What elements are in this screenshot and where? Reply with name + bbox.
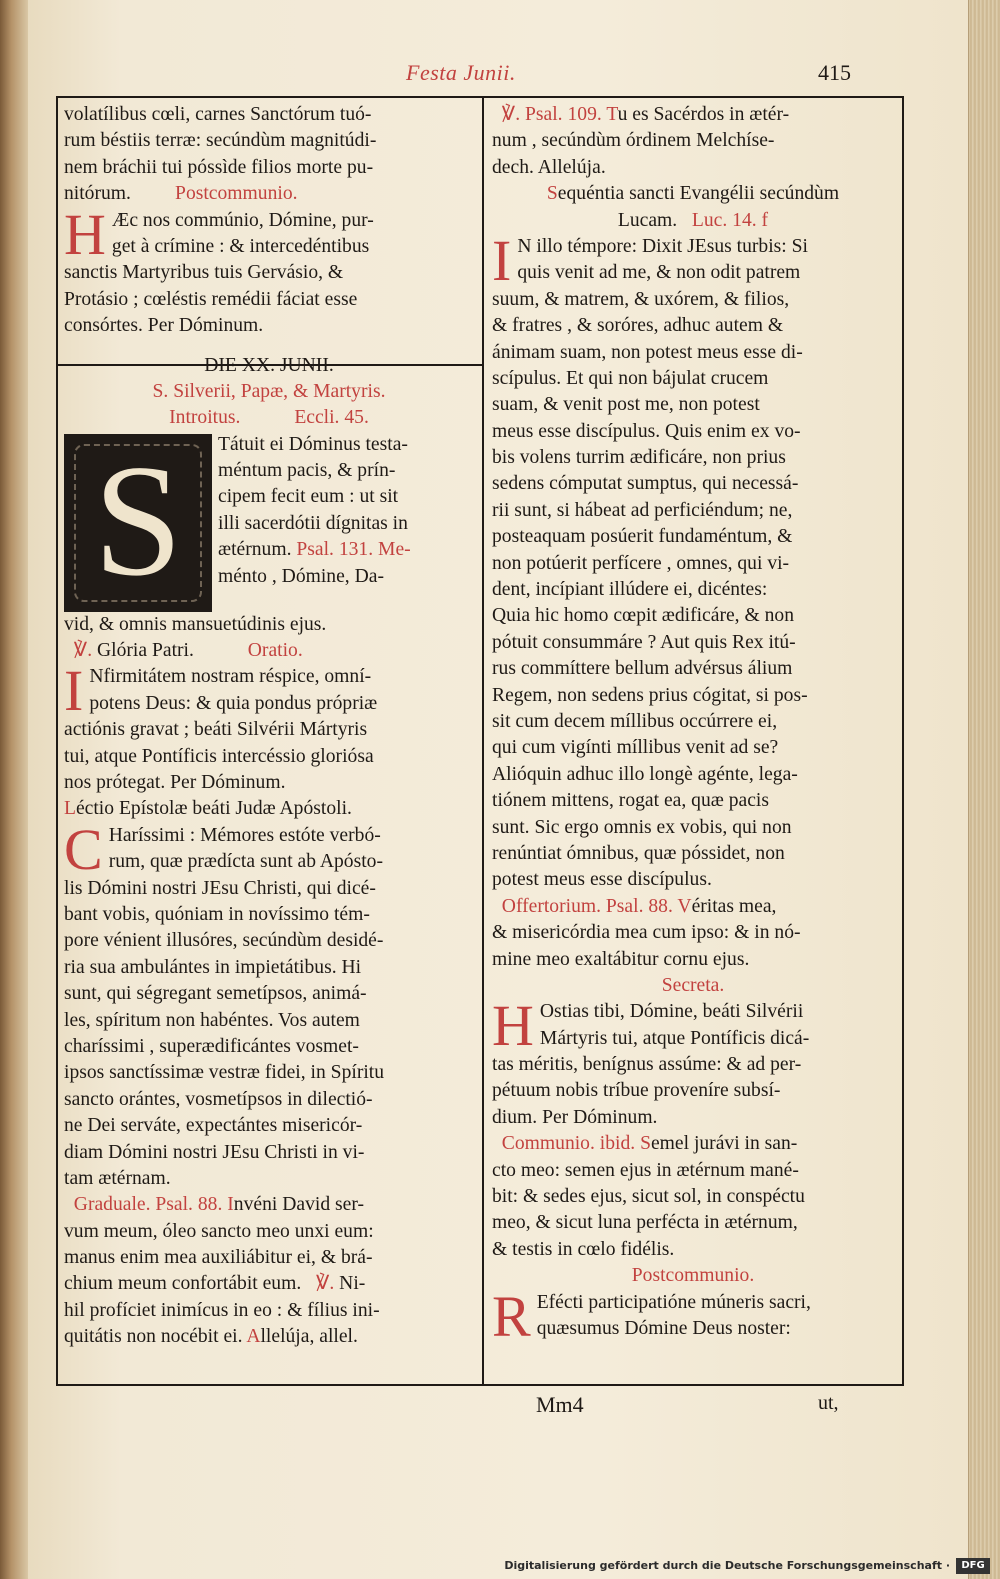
running-head <box>28 60 968 94</box>
drop-capital: C <box>64 816 103 882</box>
text-run: éctio Epístolæ beáti Judæ Apóstoli. <box>75 798 352 820</box>
text-run: éritas mea, <box>691 895 777 917</box>
text-line: get à crímine : & intercedéntibus <box>111 235 370 257</box>
text-run: Ni- <box>339 1273 366 1295</box>
text-line: Regem, non sedens prius cógitat, si pos- <box>492 684 808 706</box>
text-line: scípulus. Et qui non bájulat crucem <box>492 367 769 389</box>
text-line: Mártyris tui, atque Pontíficis dicá- <box>539 1027 810 1049</box>
text-line: Ostias tibi, Dómine, beáti Silvérii <box>539 1001 804 1023</box>
rubric-psalm: Psal. 109. <box>525 104 602 125</box>
book-page <box>28 0 968 1579</box>
text-line: hil profíciet inimícus in eo : & fílius ini- <box>64 1299 380 1321</box>
digitization-footer <box>0 1554 1000 1579</box>
text-line: rus commíttere bellum advérsus álium <box>492 658 793 680</box>
text-run: quitátis non nocébit ei. <box>64 1326 243 1348</box>
text-line: Alióquin adhuc illo longè agénte, lega- <box>492 763 798 785</box>
funding-credit: Digitalisierung gefördert durch die Deutsche Forschungsgemeinschaft · <box>504 1559 950 1572</box>
signature-mark: Mm4 <box>536 1392 584 1417</box>
text-line: rum, quæ prædícta sunt ab Apósto- <box>108 851 383 873</box>
text-line: manus enim mea auxiliábitur ei, & brá- <box>64 1247 373 1269</box>
text-line: Haríssimi : Mémores estóte verbó- <box>108 824 381 846</box>
text-line: vid, & omnis mansuetúdinis ejus. <box>64 613 327 635</box>
rubric-postcommunio: Postcommunio. <box>175 183 298 205</box>
sequentia-ref <box>492 208 894 234</box>
text-line: cipem fecit eum : ut sit <box>218 486 399 508</box>
rubric-secreta: Secreta. <box>661 974 725 996</box>
text-line <box>64 181 474 207</box>
versicle-sign: ℣. <box>501 104 521 125</box>
text-run: Glória Patri. <box>97 640 194 662</box>
text-line: Eféсti participatióne múneris sacri, <box>536 1291 811 1313</box>
text-line: vum meum, óleo sancto meo unxi eum: <box>64 1220 374 1242</box>
rubric-gospel-ref: Luc. 14. f <box>691 209 769 231</box>
text-line: & testis in cœlo fidélis. <box>492 1238 675 1260</box>
text-line: ria sua ambulántes in impietátibus. Hi <box>64 956 362 978</box>
text-line: sancto orántes, vosmetípsos in dilectió- <box>64 1088 373 1110</box>
text-line: bit: & sedes ejus, sicut sol, in conspéctu <box>492 1186 805 1208</box>
text-line: tam ætérnam. <box>64 1167 171 1189</box>
rubric-graduale: Graduale. Psal. 88. <box>73 1194 223 1216</box>
text-line <box>64 1324 474 1350</box>
text-line: suum, & matrem, & uxórem, & filios, <box>492 288 790 310</box>
introit-block <box>64 432 474 612</box>
text-line: volatílibus cœli, carnes Sanctórum tuó- <box>64 104 372 125</box>
text-run: nvéni David ser- <box>233 1194 364 1216</box>
rubric-offertorium: Offertorium. Psal. 88. <box>501 895 673 917</box>
psalm-line <box>492 102 894 128</box>
rubric-psalm: Psal. 131. Me- <box>296 539 411 561</box>
text-line: meo, & sicut luna perfécta in ætérnum, <box>492 1212 798 1234</box>
text-run: equéntia sancti Evangélii secúndùm <box>557 183 840 205</box>
text-run: Lucam. <box>617 209 678 231</box>
text-line: potest meus esse discípulus. <box>492 869 712 891</box>
text-line: sedens cómputat sumptus, qui necessá- <box>492 473 799 495</box>
text-line: num , secúndùm órdinem Melchíse- <box>492 130 775 152</box>
text-line: tiónem mittens, rogat ea, quæ pacis <box>492 790 769 812</box>
drop-capital: I <box>492 227 512 293</box>
text-line: méntum pacis, & prín- <box>218 460 396 482</box>
text-line: sit cum decem míllibus occúrrere ei, <box>492 710 778 732</box>
rubric-oratio: Oratio. <box>247 640 303 662</box>
rubric-initial: S <box>640 1133 651 1155</box>
postcommunio-block <box>492 1283 894 1349</box>
gospel-block <box>492 227 894 894</box>
book-gutter <box>0 0 28 1579</box>
text-run: nitórum. <box>64 183 131 205</box>
lectio-block <box>64 816 474 1192</box>
text-line: illi sacerdótii dígnitas in <box>218 512 408 534</box>
text-line: Æc nos commúnio, Dómine, pur- <box>111 209 374 231</box>
text-line: non potúerit perfícere , omnes, qui vi- <box>492 552 790 574</box>
postcommunio-block <box>64 201 474 340</box>
text-line: qui cum vigínti míllibus venit ad se? <box>492 737 779 759</box>
text-line: bis volens turrim ædificáre, non prius <box>492 447 786 469</box>
oratio-block <box>64 658 474 796</box>
text-line: rii sunt, si hábeat ad perficiéndum; ne, <box>492 499 793 521</box>
rubric-introitus: Introitus. <box>169 407 241 429</box>
drop-capital: H <box>492 993 534 1059</box>
rubric-initial: L <box>64 798 76 820</box>
text-run: u es Sacérdos in ætér- <box>617 104 790 125</box>
text-line: lis Dómini nostri JEsu Christi, qui dicé- <box>64 877 376 899</box>
text-run: ætérnum. <box>218 539 292 561</box>
rubric-initial: S <box>546 183 558 205</box>
offertorium-line <box>492 894 894 920</box>
text-line: quæsumus Dómine Deus noster: <box>536 1317 791 1339</box>
text-run: emel jurávi in san- <box>650 1133 798 1155</box>
text-line: sanctis Martyribus tuis Gervásio, & <box>64 262 344 284</box>
drop-capital: H <box>64 201 106 267</box>
feast-saint: S. Silverii, Papæ, & Martyris. <box>152 380 386 402</box>
left-column <box>64 102 474 1351</box>
text-line: nem bráchii tui póssìde filios morte pu- <box>64 156 374 178</box>
text-line: posteaquam posúerit fundaméntum, & <box>492 526 793 548</box>
text-line: les, spíritum non habéntes. Vos autem <box>64 1009 360 1031</box>
text-line: pore vénient illusóres, secúndùm desidé- <box>64 930 384 952</box>
drop-capital: I <box>64 658 84 724</box>
rubric-postcommunio: Postcommunio. <box>631 1265 755 1287</box>
text-run: llelúja, allel. <box>260 1326 358 1348</box>
text-line: sunt. Sic ergo omnis ex vobis, qui non <box>492 816 792 838</box>
text-line: bant vobis, quóniam in novíssimo tém- <box>64 903 370 925</box>
secreta-block <box>492 993 894 1131</box>
drop-capital: R <box>492 1283 531 1349</box>
text-line: rum béstiis terræ: secúndùm magnitúdi- <box>64 130 377 152</box>
text-frame <box>56 96 904 1386</box>
text-line <box>218 537 474 563</box>
rubric-initial: V <box>677 895 692 917</box>
text-line: pétuum nobis tríbue proveníre subsí- <box>492 1080 781 1102</box>
text-line: potens Deus: & quia pondus própriæ <box>89 692 378 714</box>
lectio-heading <box>64 796 474 822</box>
text-line: dech. Allelúja. <box>492 156 606 178</box>
rubric-introitus-ref: Eccli. 45. <box>294 407 369 429</box>
text-line: & fratres , & soróres, adhuc autem & <box>492 315 784 337</box>
text-line: renúntiat ómnibus, quæ póssidet, non <box>492 842 785 864</box>
text-line: meus esse discípulus. Quis enim ex vo- <box>492 420 801 442</box>
text-line: sunt, qui ségregant semetípsos, animá- <box>64 983 367 1005</box>
sequentia-heading <box>492 181 894 207</box>
running-head-title: Festa Junii. <box>406 60 516 85</box>
column-divider <box>482 98 484 1384</box>
text-line: nos prótegat. Per Dóminum. <box>64 772 286 794</box>
text-line: ánimam suam, non potest meus esse di- <box>492 341 803 363</box>
graduale-line <box>64 1192 474 1218</box>
text-line: tas méritis, benígnus assúme: & ad per- <box>492 1054 802 1076</box>
text-line: diam Dómini nostri JEsu Christi in vi- <box>64 1141 365 1163</box>
rubric-initial: I <box>227 1194 234 1216</box>
text-line: pótuit consummáre ? Aut quis Rex itú- <box>492 631 796 653</box>
versicle-sign: ℣. <box>315 1273 335 1295</box>
text-line: consórtes. Per Dóminum. <box>64 315 264 337</box>
text-line: Nfirmitátem nostram réspice, omní- <box>89 666 372 688</box>
text-line: Quia hic homo cœpit ædificáre, & non <box>492 605 795 627</box>
rubric-initial: T <box>606 104 618 125</box>
text-line <box>64 1271 474 1297</box>
text-line: tui, atque Pontíficis intercéssio gloriósa <box>64 745 374 767</box>
communio-line <box>492 1131 894 1157</box>
page-stack-edge <box>968 0 1000 1579</box>
text-line: mine meo exaltábitur cornu ejus. <box>492 948 750 970</box>
text-line: & misericórdia mea cum ipso: & in nó- <box>492 922 801 944</box>
introitus-heading <box>64 405 474 431</box>
text-line: Protásio ; cœléstis remédii fáciat esse <box>64 288 358 310</box>
page-number: 415 <box>818 60 851 85</box>
catch-line <box>28 1392 968 1422</box>
rubric-communio: Communio. ibid. <box>501 1133 636 1155</box>
text-line: N illo témpore: Dixit JEsus turbis: Si <box>517 235 808 257</box>
text-run: chium meum confortábit eum. <box>64 1273 302 1295</box>
text-line: dent, incípiant illúdere ei, dicéntes: <box>492 579 768 601</box>
ornate-letter: S <box>93 431 183 609</box>
ornate-initial <box>64 431 212 612</box>
text-line: cto meo: semen ejus in ætérnum mané- <box>492 1159 799 1181</box>
dfg-logo: DFG <box>956 1558 990 1574</box>
feast-date: DIE XX. JUNII. <box>204 354 334 376</box>
catchword: ut, <box>818 1392 839 1414</box>
text-line: Tátuit ei Dóminus testa- <box>218 433 408 455</box>
gloria-line <box>64 638 474 664</box>
versicle-sign: ℣. <box>73 640 93 662</box>
text-line: dium. Per Dóminum. <box>492 1106 658 1128</box>
right-column <box>492 102 894 1349</box>
rubric-initial: A <box>246 1326 261 1348</box>
text-line: charíssimi , superædificántes vosmet- <box>64 1035 359 1057</box>
text-line: ne Dei serváte, expectántes misericór- <box>64 1115 363 1137</box>
text-line: ipsos sanctíssimæ vestræ fidei, in Spíritu <box>64 1062 385 1084</box>
text-line: actiónis gravat ; beáti Silvérii Mártyris <box>64 719 368 741</box>
text-line: ménto , Dómine, Da- <box>218 565 384 587</box>
text-line: suam, & venit post me, non potest <box>492 394 760 416</box>
text-line: quis venit ad me, & non odit patrem <box>517 262 801 284</box>
